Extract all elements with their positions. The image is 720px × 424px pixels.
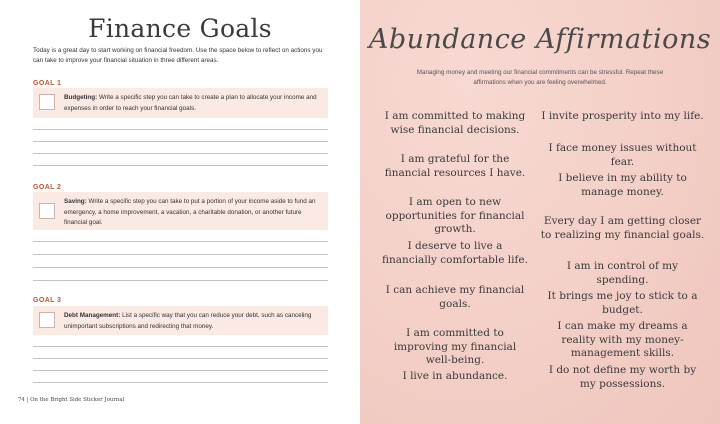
goal-1-label: GOAL 1	[33, 80, 62, 87]
goal-2-heading: Saving:	[64, 198, 87, 205]
writing-line[interactable]	[33, 141, 328, 142]
goal-3-label: GOAL 3	[33, 297, 62, 304]
goal-2-text	[64, 197, 319, 229]
affirmations-title	[360, 6, 720, 66]
goal-2-description: Write a specific step you can take to put a portion of your income aside to fund an emergency, a home improvement, a vacation, a charitable donation, or another future financial goal.	[64, 198, 316, 226]
writing-line[interactable]	[33, 254, 328, 255]
writing-line[interactable]	[33, 153, 328, 154]
affirmation: I am committed to improving my financial well-being.	[393, 327, 517, 366]
writing-line[interactable]	[33, 382, 328, 383]
affirmation: I am grateful for the financial resources I have.	[384, 153, 526, 179]
writing-line[interactable]	[33, 280, 328, 281]
writing-line[interactable]	[33, 165, 328, 166]
goal-3-heading: Debt Management:	[64, 312, 121, 319]
writing-line[interactable]	[33, 358, 328, 359]
writing-line[interactable]	[33, 267, 328, 268]
intro-text: Today is a great day to start working on financial freedom. Use the space below to reflect on actions you can take to improve your financial situation in three different areas.	[33, 47, 323, 64]
goal-2-box	[33, 192, 328, 230]
affirmation: I believe in my ability to manage money.	[558, 172, 687, 198]
affirmation: Every day I am getting closer to realizing my financial goals.	[540, 215, 705, 241]
writing-line[interactable]	[33, 241, 328, 242]
goal-1-checkbox[interactable]	[39, 94, 55, 110]
affirmation: I live in abundance.	[402, 370, 508, 382]
page-title: Finance Goals	[88, 14, 272, 43]
affirmations-subtitle: Managing money and meeting our financial commitments can be stressful. Repeat these affirmations when you are feeling overwhelmed.	[416, 69, 664, 86]
goal-1-heading: Budgeting:	[64, 94, 98, 101]
affirmation: I can achieve my financial goals.	[385, 284, 525, 310]
affirmation: I face money issues without fear.	[548, 142, 697, 168]
goal-3-text	[64, 311, 319, 332]
goal-2-checkbox[interactable]	[39, 203, 55, 219]
goal-1-box	[33, 88, 328, 118]
affirmation: I am committed to making wise financial decisions.	[384, 110, 526, 136]
affirmations-title-text: Abundance Affirmations	[368, 24, 712, 55]
writing-line[interactable]	[33, 129, 328, 130]
affirmation: I deserve to live a financially comfortable life.	[382, 240, 528, 266]
goal-3-box	[33, 306, 328, 335]
affirmation: It brings me joy to stick to a budget.	[547, 290, 698, 316]
writing-line[interactable]	[33, 346, 328, 347]
writing-line[interactable]	[33, 370, 328, 371]
affirmation: I do not define my worth by my possessions.	[548, 364, 697, 390]
page-footer: 74 | On the Bright Side Sticker Journal	[18, 397, 125, 403]
goal-2-label: GOAL 2	[33, 184, 62, 191]
affirmation: I am in control of my spending.	[566, 260, 679, 286]
goal-3-description: List a specific way that you can reduce your debt, such as canceling unimportant subscriptions and redirecting that money.	[64, 312, 312, 330]
affirmation: I invite prosperity into my life.	[541, 110, 704, 122]
affirmation: I am open to new opportunities for financial growth.	[385, 196, 525, 235]
affirmation: I can make my dreams a reality with my money-management skills.	[557, 320, 688, 359]
goal-1-description: Write a specific step you can take to create a plan to allocate your income and expenses in order to reach your financial goals.	[64, 94, 317, 112]
goal-3-checkbox[interactable]	[39, 312, 55, 328]
goal-1-text	[64, 93, 319, 114]
